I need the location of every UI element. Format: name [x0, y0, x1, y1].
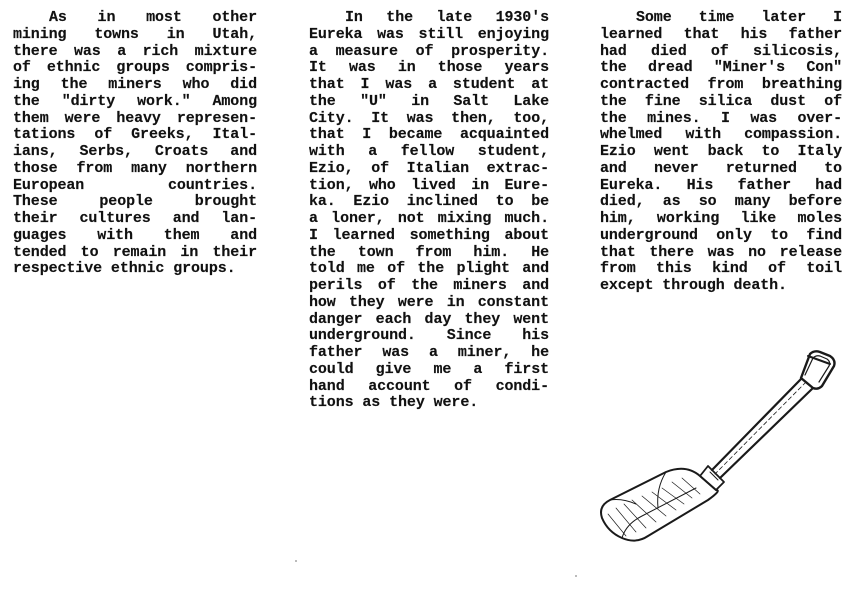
text-line: father was a miner, he: [309, 344, 549, 361]
text-line: the town from him. He: [309, 243, 549, 261]
text-line: ians, Serbs, Croats and: [13, 143, 257, 160]
text-line: that there was no release: [600, 243, 842, 261]
text-line: It was in those years: [309, 59, 549, 77]
text-line: ka. Ezio inclined to be: [309, 193, 549, 211]
text-line: tations of Greeks, Ital-: [13, 126, 257, 144]
shovel-shaft: [712, 379, 801, 470]
text-line: those from many northern: [13, 159, 257, 177]
shovel-icon: [596, 348, 840, 544]
text-line: tions as they were.: [309, 394, 479, 412]
text-line: with a fellow student,: [309, 143, 549, 160]
text-line: them were heavy represen-: [13, 109, 257, 127]
text-line: the "dirty work." Among: [13, 92, 257, 110]
text-line: Some time later I: [636, 9, 842, 26]
text-line: respective ethnic groups.: [13, 260, 236, 278]
text-line: and never returned to: [600, 159, 842, 177]
text-line: of ethnic groups compris-: [13, 59, 257, 77]
text-line: could give me a first: [309, 360, 549, 378]
text-line: Eureka was still enjoying: [309, 25, 549, 43]
text-line: European countries.: [13, 176, 257, 194]
text-line: whelmed with compassion.: [600, 126, 842, 144]
text-line: hand account of condi-: [309, 377, 549, 395]
text-line: except through death.: [600, 277, 787, 294]
shovel-grip: [801, 351, 835, 388]
text-line: had died of silicosis,: [600, 42, 842, 60]
text-line: tion, who lived in Eure-: [309, 176, 549, 194]
text-line: ing the miners who did: [13, 76, 257, 93]
text-line: him, working like moles: [600, 210, 842, 227]
text-line: the mines. I was over-: [600, 109, 842, 127]
text-column-2: [309, 10, 549, 412]
text-line: As in most other: [49, 9, 257, 26]
text-line: the "U" in Salt Lake: [309, 92, 549, 110]
text-line: danger each day they went: [309, 310, 549, 328]
scan-speck: [295, 560, 297, 562]
text-column-3: [600, 10, 842, 295]
text-line: In the late 1930's: [345, 9, 549, 26]
text-line: learned that his father: [600, 25, 842, 43]
text-line: Eureka. His father had: [600, 176, 842, 194]
text-column-1: [13, 10, 257, 278]
text-line: guages with them and: [13, 226, 257, 244]
text-line: the dread "Miner's Con": [600, 59, 842, 77]
text-line: that I became acquainted: [309, 126, 549, 144]
scan-speck: [575, 575, 577, 577]
text-line: These people brought: [13, 193, 257, 211]
shovel-blade: [601, 469, 718, 541]
text-line: underground. Since his: [309, 327, 549, 345]
text-line: a measure of prosperity.: [309, 42, 549, 60]
text-line: Ezio, of Italian extrac-: [309, 159, 549, 177]
text-line: contracted from breathing: [600, 76, 842, 93]
text-line: I learned something about: [309, 226, 549, 244]
text-line: died, as so many before: [600, 193, 842, 211]
text-line: the fine silica dust of: [600, 92, 842, 110]
text-line: City. It was then, too,: [309, 109, 549, 127]
text-line: told me of the plight and: [309, 260, 549, 278]
text-line: from this kind of toil: [600, 260, 842, 278]
text-line: there was a rich mixture: [13, 42, 257, 60]
text-line: tended to remain in their: [13, 243, 257, 261]
text-line: how they were in constant: [309, 293, 549, 311]
text-line: their cultures and lan-: [13, 210, 257, 227]
text-line: a loner, not mixing much.: [309, 210, 549, 227]
text-line: underground only to find: [600, 226, 842, 244]
text-line: perils of the miners and: [309, 277, 549, 294]
text-line: mining towns in Utah,: [13, 25, 257, 43]
text-line: Ezio went back to Italy: [600, 143, 842, 160]
text-line: that I was a student at: [309, 76, 549, 93]
